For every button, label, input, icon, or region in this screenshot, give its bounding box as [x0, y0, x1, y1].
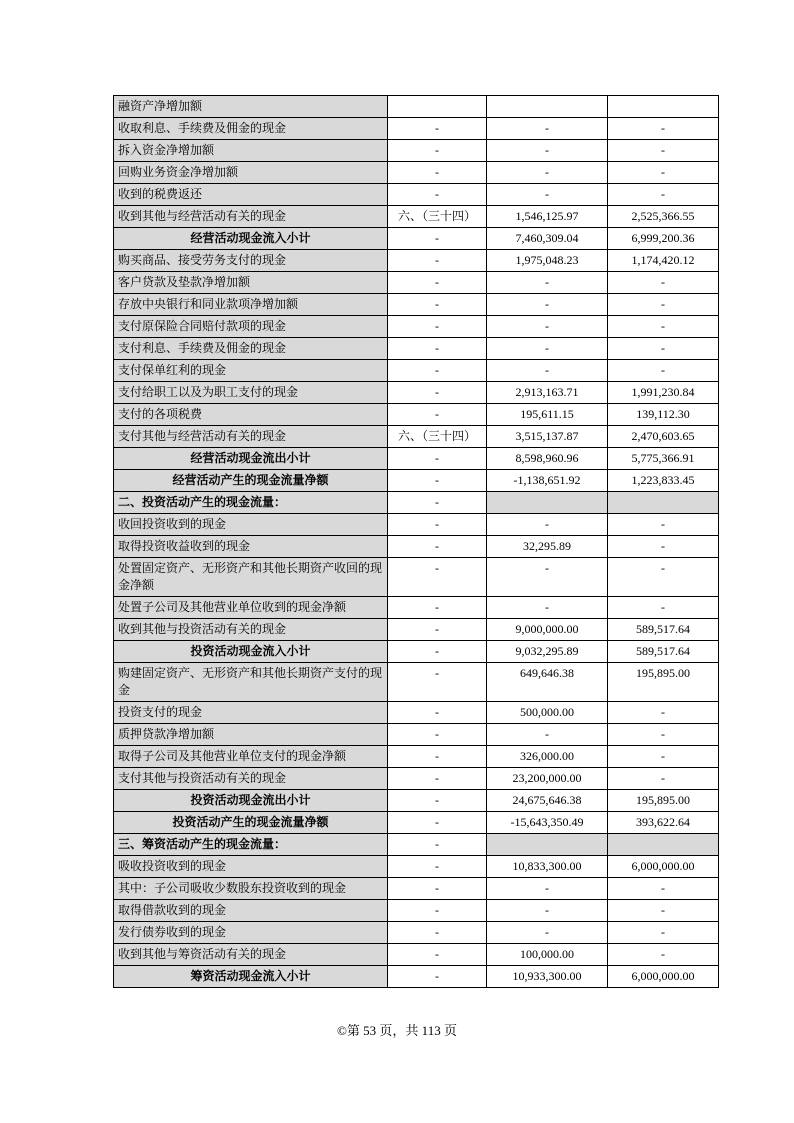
value-current-period-cell [487, 96, 608, 118]
table-row [114, 922, 719, 944]
note-reference-cell: - [388, 944, 487, 966]
note-reference-cell: - [388, 514, 487, 536]
row-item-label-cell: 经营活动产生的现金流量净额 [114, 470, 388, 492]
table-row [114, 966, 719, 988]
value-prior-period-cell: - [608, 922, 719, 944]
row-item-label-cell: 支付保单红利的现金 [114, 360, 388, 382]
value-current-period-cell: 9,000,000.00 [487, 619, 608, 641]
value-current-period-cell: 7,460,309.04 [487, 228, 608, 250]
value-prior-period-cell: - [608, 746, 719, 768]
value-prior-period-cell: - [608, 338, 719, 360]
table-row [114, 316, 719, 338]
value-prior-period-cell: 5,775,366.91 [608, 448, 719, 470]
note-reference-cell: - [388, 492, 487, 514]
table-row [114, 558, 719, 597]
value-current-period-cell: - [487, 922, 608, 944]
value-prior-period-cell: 195,895.00 [608, 663, 719, 702]
table-row [114, 724, 719, 746]
table-row [114, 184, 719, 206]
row-item-label-cell: 取得借款收到的现金 [114, 900, 388, 922]
row-item-label-cell: 支付的各项税费 [114, 404, 388, 426]
value-prior-period-cell: 393,622.64 [608, 812, 719, 834]
value-prior-period-cell: - [608, 184, 719, 206]
note-reference-cell: - [388, 536, 487, 558]
value-current-period-cell: - [487, 272, 608, 294]
row-item-label-cell: 投资支付的现金 [114, 702, 388, 724]
note-reference-cell: - [388, 790, 487, 812]
row-item-label-cell: 回购业务资金净增加额 [114, 162, 388, 184]
table-row [114, 140, 719, 162]
row-item-label-cell: 购建固定资产、无形资产和其他长期资产支付的现金 [114, 663, 388, 702]
cash-flow-statement-table [113, 95, 719, 988]
page-number-footer: ©第 53 页，共 113 页 [337, 1023, 457, 1038]
cash-flow-table-container [113, 95, 719, 988]
note-reference-cell: - [388, 597, 487, 619]
note-reference-cell: - [388, 404, 487, 426]
table-row [114, 856, 719, 878]
row-item-label-cell: 存放中央银行和同业款项净增加额 [114, 294, 388, 316]
table-row [114, 470, 719, 492]
value-prior-period-cell: - [608, 878, 719, 900]
value-prior-period-cell [608, 834, 719, 856]
table-row [114, 272, 719, 294]
value-prior-period-cell: 6,000,000.00 [608, 856, 719, 878]
table-row [114, 426, 719, 448]
value-current-period-cell: 10,933,300.00 [487, 966, 608, 988]
note-reference-cell: - [388, 619, 487, 641]
table-row [114, 768, 719, 790]
note-reference-cell: - [388, 382, 487, 404]
row-item-label-cell: 支付其他与经营活动有关的现金 [114, 426, 388, 448]
row-item-label-cell: 拆入资金净增加额 [114, 140, 388, 162]
value-prior-period-cell: 2,525,366.55 [608, 206, 719, 228]
row-item-label-cell: 其中：子公司吸收少数股东投资收到的现金 [114, 878, 388, 900]
value-prior-period-cell: - [608, 702, 719, 724]
value-current-period-cell: - [487, 360, 608, 382]
table-row [114, 641, 719, 663]
row-item-label-cell: 收回投资收到的现金 [114, 514, 388, 536]
value-prior-period-cell: - [608, 724, 719, 746]
value-current-period-cell: 500,000.00 [487, 702, 608, 724]
note-reference-cell: - [388, 641, 487, 663]
value-current-period-cell: - [487, 514, 608, 536]
row-item-label-cell: 支付原保险合同赔付款项的现金 [114, 316, 388, 338]
value-current-period-cell: - [487, 597, 608, 619]
value-prior-period-cell: - [608, 536, 719, 558]
row-item-label-cell: 收到其他与筹资活动有关的现金 [114, 944, 388, 966]
note-reference-cell: - [388, 448, 487, 470]
note-reference-cell: - [388, 294, 487, 316]
row-item-label-cell: 取得投资收益收到的现金 [114, 536, 388, 558]
note-reference-cell: - [388, 812, 487, 834]
note-reference-cell: - [388, 922, 487, 944]
row-item-label-cell: 融资产净增加额 [114, 96, 388, 118]
value-prior-period-cell: - [608, 360, 719, 382]
note-reference-cell: - [388, 663, 487, 702]
value-current-period-cell: - [487, 294, 608, 316]
table-row [114, 492, 719, 514]
note-reference-cell: - [388, 768, 487, 790]
row-item-label-cell: 收到其他与经营活动有关的现金 [114, 206, 388, 228]
row-item-label-cell: 客户贷款及垫款净增加额 [114, 272, 388, 294]
value-prior-period-cell: - [608, 140, 719, 162]
value-prior-period-cell: 195,895.00 [608, 790, 719, 812]
value-current-period-cell: - [487, 338, 608, 360]
value-current-period-cell: -15,643,350.49 [487, 812, 608, 834]
value-current-period-cell: 3,515,137.87 [487, 426, 608, 448]
table-row [114, 96, 719, 118]
row-item-label-cell: 处置子公司及其他营业单位收到的现金净额 [114, 597, 388, 619]
table-row [114, 360, 719, 382]
row-item-label-cell: 收到的税费返还 [114, 184, 388, 206]
table-row [114, 812, 719, 834]
note-reference-cell: - [388, 140, 487, 162]
note-reference-cell: - [388, 878, 487, 900]
row-item-label-cell: 收到其他与投资活动有关的现金 [114, 619, 388, 641]
table-row [114, 514, 719, 536]
row-item-label-cell: 二、投资活动产生的现金流量： [114, 492, 388, 514]
row-item-label-cell: 经营活动现金流出小计 [114, 448, 388, 470]
value-prior-period-cell: - [608, 316, 719, 338]
value-current-period-cell: 10,833,300.00 [487, 856, 608, 878]
note-reference-cell [388, 96, 487, 118]
value-current-period-cell: 24,675,646.38 [487, 790, 608, 812]
note-reference-cell: - [388, 316, 487, 338]
value-current-period-cell: 1,975,048.23 [487, 250, 608, 272]
row-item-label-cell: 购买商品、接受劳务支付的现金 [114, 250, 388, 272]
table-row [114, 746, 719, 768]
note-reference-cell: - [388, 272, 487, 294]
note-reference-cell: - [388, 118, 487, 140]
table-row [114, 162, 719, 184]
value-current-period-cell: - [487, 558, 608, 597]
value-prior-period-cell: 6,000,000.00 [608, 966, 719, 988]
note-reference-cell: - [388, 360, 487, 382]
value-prior-period-cell: - [608, 597, 719, 619]
note-reference-cell: - [388, 184, 487, 206]
table-row [114, 338, 719, 360]
note-reference-cell: - [388, 966, 487, 988]
table-row [114, 702, 719, 724]
value-current-period-cell: 326,000.00 [487, 746, 608, 768]
row-item-label-cell: 支付利息、手续费及佣金的现金 [114, 338, 388, 360]
note-reference-cell: - [388, 470, 487, 492]
value-current-period-cell: - [487, 184, 608, 206]
note-reference-cell: - [388, 856, 487, 878]
value-current-period-cell: -1,138,651.92 [487, 470, 608, 492]
value-current-period-cell: 8,598,960.96 [487, 448, 608, 470]
note-reference-cell: - [388, 558, 487, 597]
table-row [114, 448, 719, 470]
table-row [114, 619, 719, 641]
value-prior-period-cell: - [608, 768, 719, 790]
note-reference-cell: - [388, 250, 487, 272]
row-item-label-cell: 投资活动现金流入小计 [114, 641, 388, 663]
row-item-label-cell: 处置固定资产、无形资产和其他长期资产收回的现金净额 [114, 558, 388, 597]
value-prior-period-cell: - [608, 162, 719, 184]
value-prior-period-cell: 2,470,603.65 [608, 426, 719, 448]
row-item-label-cell: 投资活动产生的现金流量净额 [114, 812, 388, 834]
table-row [114, 834, 719, 856]
value-current-period-cell: - [487, 118, 608, 140]
value-prior-period-cell [608, 96, 719, 118]
value-current-period-cell: - [487, 900, 608, 922]
value-prior-period-cell: - [608, 272, 719, 294]
value-prior-period-cell: 1,991,230.84 [608, 382, 719, 404]
value-prior-period-cell: 1,223,833.45 [608, 470, 719, 492]
value-current-period-cell: - [487, 162, 608, 184]
value-current-period-cell: 23,200,000.00 [487, 768, 608, 790]
value-current-period-cell: 100,000.00 [487, 944, 608, 966]
note-reference-cell: - [388, 228, 487, 250]
note-reference-cell: 六、（三十四） [388, 206, 487, 228]
table-row [114, 900, 719, 922]
value-prior-period-cell: - [608, 514, 719, 536]
value-current-period-cell: 9,032,295.89 [487, 641, 608, 663]
row-item-label-cell: 经营活动现金流入小计 [114, 228, 388, 250]
table-row [114, 663, 719, 702]
table-row [114, 944, 719, 966]
row-item-label-cell: 收取利息、手续费及佣金的现金 [114, 118, 388, 140]
value-current-period-cell: - [487, 878, 608, 900]
value-prior-period-cell: - [608, 558, 719, 597]
table-row [114, 790, 719, 812]
table-row [114, 382, 719, 404]
table-row [114, 228, 719, 250]
table-row [114, 206, 719, 228]
table-row [114, 294, 719, 316]
row-item-label-cell: 发行债券收到的现金 [114, 922, 388, 944]
value-prior-period-cell: - [608, 900, 719, 922]
value-prior-period-cell: 6,999,200.36 [608, 228, 719, 250]
table-row [114, 597, 719, 619]
cash-flow-table-body [114, 96, 719, 988]
row-item-label-cell: 取得子公司及其他营业单位支付的现金净额 [114, 746, 388, 768]
row-item-label-cell: 筹资活动现金流入小计 [114, 966, 388, 988]
note-reference-cell: - [388, 338, 487, 360]
row-item-label-cell: 质押贷款净增加额 [114, 724, 388, 746]
value-prior-period-cell: - [608, 118, 719, 140]
note-reference-cell: - [388, 724, 487, 746]
value-prior-period-cell [608, 492, 719, 514]
value-current-period-cell: 2,913,163.71 [487, 382, 608, 404]
value-current-period-cell: - [487, 316, 608, 338]
table-row [114, 118, 719, 140]
value-current-period-cell [487, 492, 608, 514]
value-current-period-cell: - [487, 724, 608, 746]
note-reference-cell: - [388, 746, 487, 768]
value-current-period-cell: 32,295.89 [487, 536, 608, 558]
value-prior-period-cell: 1,174,420.12 [608, 250, 719, 272]
value-prior-period-cell: 589,517.64 [608, 619, 719, 641]
value-prior-period-cell: 139,112.30 [608, 404, 719, 426]
value-prior-period-cell: - [608, 294, 719, 316]
note-reference-cell: - [388, 900, 487, 922]
row-item-label-cell: 支付其他与投资活动有关的现金 [114, 768, 388, 790]
row-item-label-cell: 投资活动现金流出小计 [114, 790, 388, 812]
value-current-period-cell: 649,646.38 [487, 663, 608, 702]
value-current-period-cell [487, 834, 608, 856]
row-item-label-cell: 支付给职工以及为职工支付的现金 [114, 382, 388, 404]
value-current-period-cell: - [487, 140, 608, 162]
table-row [114, 404, 719, 426]
note-reference-cell: 六、（三十四） [388, 426, 487, 448]
row-item-label-cell: 三、筹资活动产生的现金流量： [114, 834, 388, 856]
note-reference-cell: - [388, 702, 487, 724]
value-current-period-cell: 195,611.15 [487, 404, 608, 426]
value-prior-period-cell: - [608, 944, 719, 966]
note-reference-cell: - [388, 162, 487, 184]
note-reference-cell: - [388, 834, 487, 856]
table-row [114, 878, 719, 900]
table-row [114, 250, 719, 272]
row-item-label-cell: 吸收投资收到的现金 [114, 856, 388, 878]
table-row [114, 536, 719, 558]
value-current-period-cell: 1,546,125.97 [487, 206, 608, 228]
value-prior-period-cell: 589,517.64 [608, 641, 719, 663]
